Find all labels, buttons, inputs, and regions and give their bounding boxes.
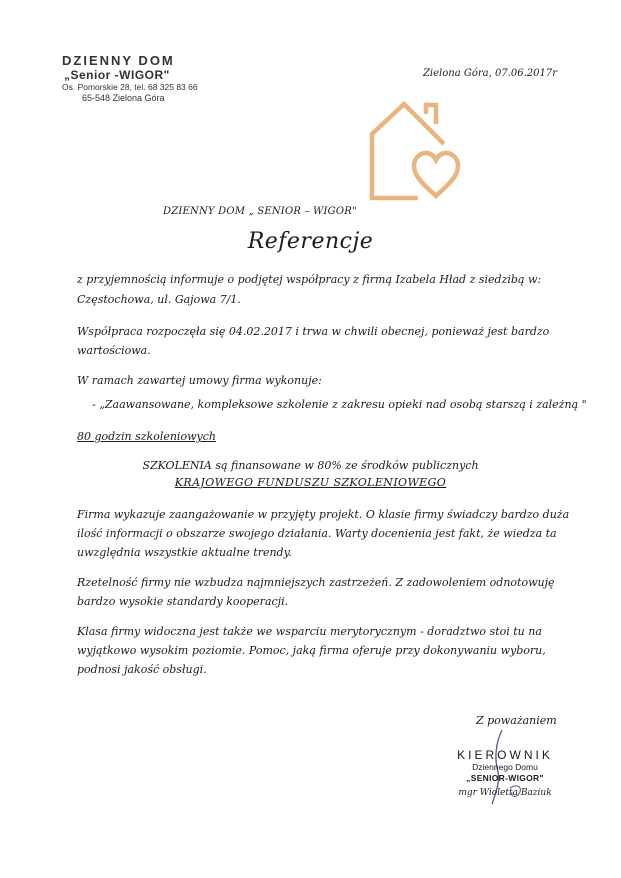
class-line-3: podnosi jakość obsługi.: [77, 663, 207, 676]
organization-stamp: [62, 54, 212, 104]
class-line-2: wyjątkowo wysokim poziomie. Pomoc, jaką firma oferuje przy dokonywaniu wyboru,: [77, 644, 546, 657]
stamp-line-city: 65-548 Zielona Góra: [82, 93, 165, 103]
training-hours: 80 godzin szkoleniowych: [77, 430, 216, 443]
funding-line-1: SZKOLENIA są finansowane w 80% ze środków publicznych: [142, 459, 479, 472]
reliability-line-1: Rzetelność firmy nie wzbudza najmniejszych zastrzeżeń. Z zadowoleniem odnotowuję: [77, 576, 555, 589]
signature-stamp: [440, 748, 570, 800]
class-line-1: Klasa firmy widoczna jest także we wsparciu merytorycznym - doradztwo stoi tu na: [77, 625, 542, 638]
stamp-line-name: DZIENNY DOM: [62, 53, 175, 68]
signature-role: KIEROWNIK: [457, 748, 553, 762]
engagement-line-1: Firma wykazuje zaangażowanie w przyjęty projekt. O klasie firmy świadczy bardzo duża: [77, 508, 570, 521]
letter-title: Referencje: [247, 229, 374, 254]
cooperation-line-1: Współpraca rozpoczęła się 04.02.2017 i trwa w chwili obecnej, ponieważ jest bardzo: [77, 325, 550, 338]
stamp-line-brand: „Senior -WIGOR": [64, 68, 170, 82]
signature-unit: Dziennego Domu: [472, 762, 538, 772]
intro-line-2: Częstochowa, ul. Gajowa 7/1.: [77, 293, 241, 306]
contract-line: W ramach zawartej umowy firma wykonuje:: [77, 374, 322, 387]
house-heart-logo-icon: [368, 100, 470, 204]
reliability-line-2: bardzo wysokie standardy kooperacji.: [77, 595, 289, 608]
training-bullet: - „Zaawansowane, kompleksowe szkolenie z zakresu opieki nad osobą starszą i zależną ": [92, 398, 587, 411]
engagement-line-3: uwzględnia wszystkie aktualne trendy.: [77, 546, 292, 559]
cooperation-line-2: wartościowa.: [77, 344, 151, 357]
funding-line-2: KRAJOWEGO FUNDUSZU SZKOLENIOWEGO: [174, 476, 447, 489]
engagement-line-2: ilość informacji o obszarze swojego działania. Warty docenienia jest fakt, że wiedza ta: [77, 527, 557, 540]
stamp-line-address: Os. Pomorskie 28, tel. 68 325 83 66: [62, 82, 198, 92]
closing-phrase: Z poważaniem: [476, 714, 557, 727]
intro-line-1: z przyjemnością informuje o podjętej współpracy z firmą Izabela Hład z siedzibą w:: [77, 273, 542, 286]
letter-date: Zielona Góra, 07.06.2017r: [422, 68, 557, 79]
signature-person: mgr Wioletta Baziuk: [458, 788, 552, 798]
organization-name: DZIENNY DOM „ SENIOR – WIGOR": [163, 206, 357, 217]
signature-brand: „SENIOR-WIGOR": [466, 773, 544, 783]
